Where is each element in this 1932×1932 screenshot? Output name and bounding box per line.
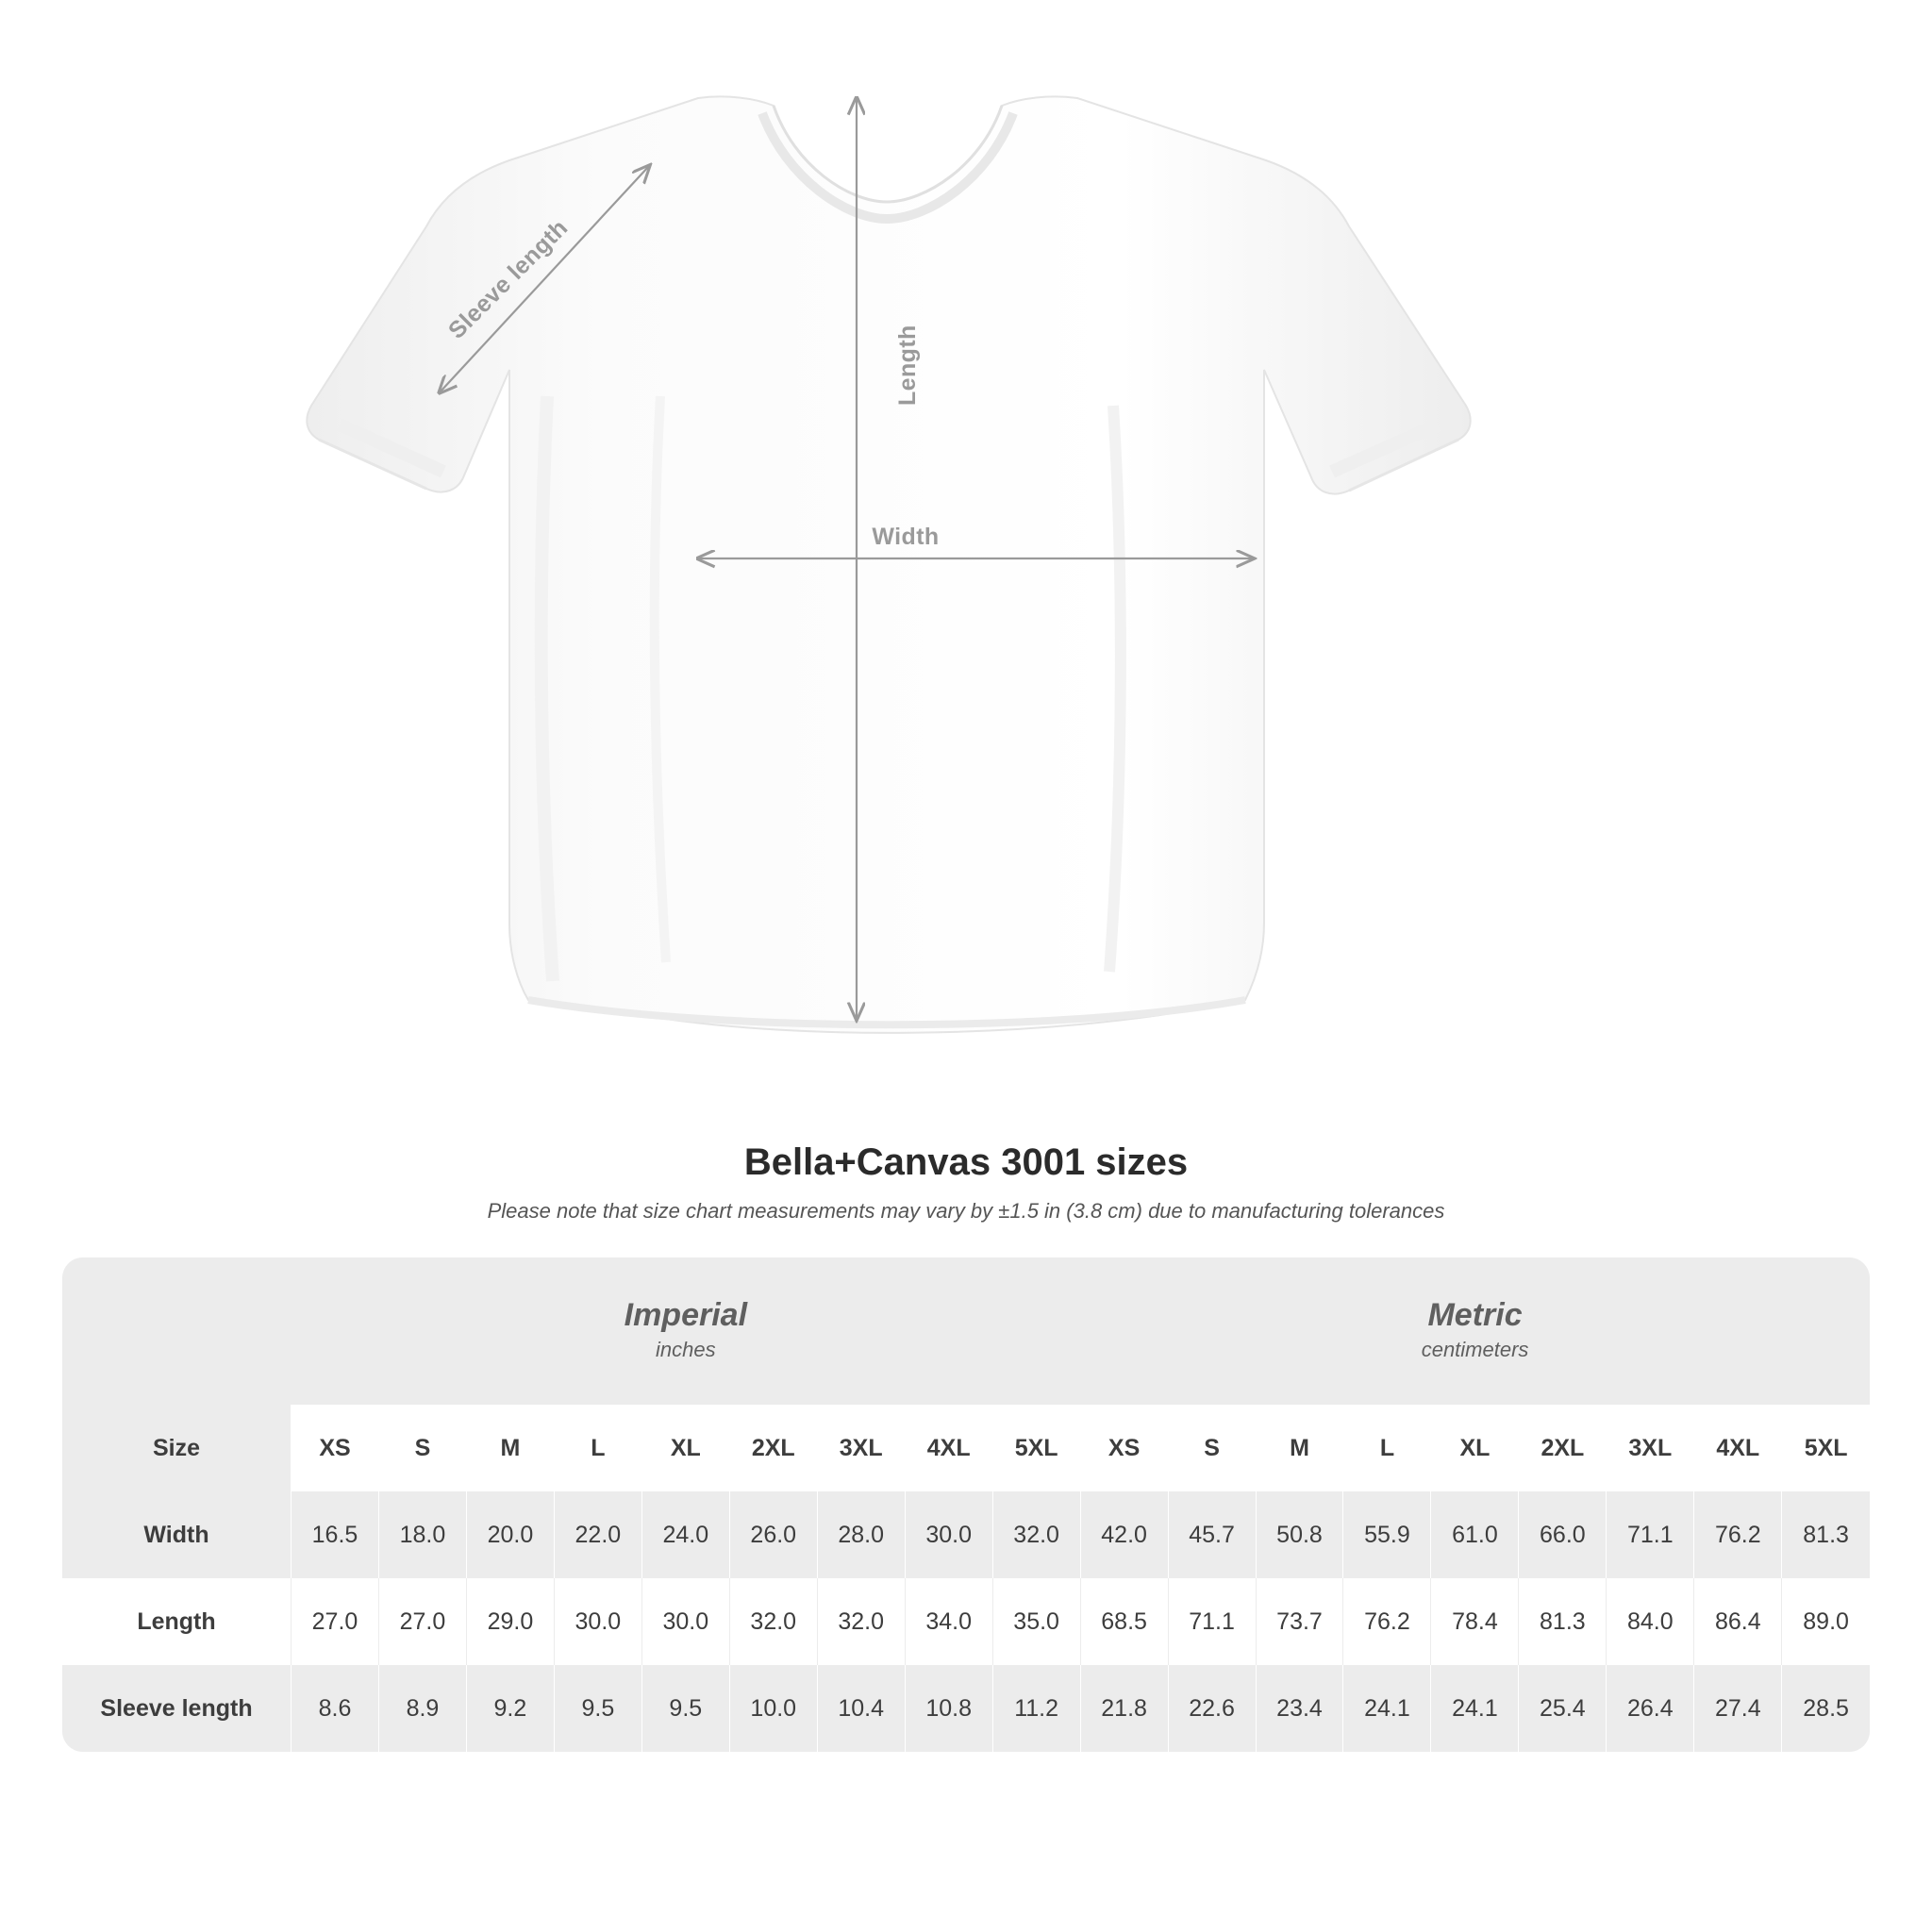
width-m-cm: 50.8 [1256, 1491, 1343, 1578]
row-label-length: Length [62, 1578, 291, 1665]
units-header-row [62, 1257, 1870, 1405]
size-col-0: XS [291, 1405, 379, 1491]
width-2xl-cm: 66.0 [1519, 1491, 1607, 1578]
width-5xl-in: 32.0 [992, 1491, 1080, 1578]
metric-name: Metric [1427, 1296, 1523, 1333]
width-s-cm: 45.7 [1168, 1491, 1256, 1578]
size-table-wrapper [62, 1257, 1870, 1752]
width-xl-in: 24.0 [641, 1491, 729, 1578]
sleeve-5xl-cm: 28.5 [1782, 1665, 1870, 1752]
sleeve-xl-cm: 24.1 [1431, 1665, 1519, 1752]
width-xl-cm: 61.0 [1431, 1491, 1519, 1578]
size-col-15: 3XL [1607, 1405, 1694, 1491]
table-row-length [62, 1578, 1870, 1665]
width-4xl-cm: 76.2 [1694, 1491, 1782, 1578]
sleeve-length-label: Sleeve length [443, 214, 574, 344]
length-m-cm: 73.7 [1256, 1578, 1343, 1665]
size-col-12: L [1343, 1405, 1431, 1491]
length-s-cm: 71.1 [1168, 1578, 1256, 1665]
width-3xl-in: 28.0 [817, 1491, 905, 1578]
size-col-7: 4XL [905, 1405, 992, 1491]
sleeve-s-cm: 22.6 [1168, 1665, 1256, 1752]
width-xs-in: 16.5 [291, 1491, 379, 1578]
size-col-11: M [1256, 1405, 1343, 1491]
sleeve-2xl-cm: 25.4 [1519, 1665, 1607, 1752]
table-row-width [62, 1491, 1870, 1578]
size-col-1: S [378, 1405, 466, 1491]
size-col-13: XL [1431, 1405, 1519, 1491]
length-4xl-cm: 86.4 [1694, 1578, 1782, 1665]
length-xl-in: 30.0 [641, 1578, 729, 1665]
sleeve-xs-in: 8.6 [291, 1665, 379, 1752]
size-col-14: 2XL [1519, 1405, 1607, 1491]
metric-header [1080, 1257, 1870, 1405]
row-label-sleeve-length: Sleeve length [62, 1665, 291, 1752]
sleeve-4xl-in: 10.8 [905, 1665, 992, 1752]
imperial-header [291, 1257, 1081, 1405]
sleeve-4xl-cm: 27.4 [1694, 1665, 1782, 1752]
size-table [62, 1257, 1870, 1752]
length-xs-in: 27.0 [291, 1578, 379, 1665]
sleeve-3xl-in: 10.4 [817, 1665, 905, 1752]
length-3xl-in: 32.0 [817, 1578, 905, 1665]
row-label-width: Width [62, 1491, 291, 1578]
table-row-sleeve-length [62, 1665, 1870, 1752]
title-block [0, 1141, 1932, 1224]
size-col-5: 2XL [729, 1405, 817, 1491]
size-col-6: 3XL [817, 1405, 905, 1491]
length-xs-cm: 68.5 [1080, 1578, 1168, 1665]
length-s-in: 27.0 [378, 1578, 466, 1665]
imperial-name: Imperial [624, 1296, 748, 1333]
sleeve-m-in: 9.2 [466, 1665, 554, 1752]
units-spacer [62, 1257, 291, 1405]
length-m-in: 29.0 [466, 1578, 554, 1665]
width-4xl-in: 30.0 [905, 1491, 992, 1578]
width-m-in: 20.0 [466, 1491, 554, 1578]
length-label: Length [894, 325, 921, 406]
imperial-sub: inches [656, 1338, 716, 1362]
size-col-16: 4XL [1694, 1405, 1782, 1491]
size-col-3: L [554, 1405, 641, 1491]
width-l-cm: 55.9 [1343, 1491, 1431, 1578]
size-header-row [62, 1405, 1870, 1491]
width-s-in: 18.0 [378, 1491, 466, 1578]
length-xl-cm: 78.4 [1431, 1578, 1519, 1665]
length-4xl-in: 34.0 [905, 1578, 992, 1665]
sleeve-3xl-cm: 26.4 [1607, 1665, 1694, 1752]
size-col-17: 5XL [1782, 1405, 1870, 1491]
length-2xl-cm: 81.3 [1519, 1578, 1607, 1665]
length-5xl-cm: 89.0 [1782, 1578, 1870, 1665]
size-row-label: Size [62, 1405, 291, 1491]
width-3xl-cm: 71.1 [1607, 1491, 1694, 1578]
size-col-4: XL [641, 1405, 729, 1491]
size-col-9: XS [1080, 1405, 1168, 1491]
page-title: Bella+Canvas 3001 sizes [743, 1141, 1189, 1183]
size-col-2: M [466, 1405, 554, 1491]
length-3xl-cm: 84.0 [1607, 1578, 1694, 1665]
width-2xl-in: 26.0 [729, 1491, 817, 1578]
metric-sub: centimeters [1421, 1338, 1529, 1362]
width-label: Width [872, 524, 940, 550]
length-5xl-in: 35.0 [992, 1578, 1080, 1665]
width-xs-cm: 42.0 [1080, 1491, 1168, 1578]
width-5xl-cm: 81.3 [1782, 1491, 1870, 1578]
sleeve-s-in: 8.9 [378, 1665, 466, 1752]
length-l-in: 30.0 [554, 1578, 641, 1665]
size-col-8: 5XL [992, 1405, 1080, 1491]
tshirt-shape [307, 96, 1470, 1032]
length-l-cm: 76.2 [1343, 1578, 1431, 1665]
sleeve-2xl-in: 10.0 [729, 1665, 817, 1752]
length-2xl-in: 32.0 [729, 1578, 817, 1665]
size-col-10: S [1168, 1405, 1256, 1491]
sleeve-xl-in: 9.5 [641, 1665, 729, 1752]
sleeve-5xl-in: 11.2 [992, 1665, 1080, 1752]
width-l-in: 22.0 [554, 1491, 641, 1578]
sleeve-l-cm: 24.1 [1343, 1665, 1431, 1752]
sleeve-m-cm: 23.4 [1256, 1665, 1343, 1752]
sleeve-l-in: 9.5 [554, 1665, 641, 1752]
sleeve-xs-cm: 21.8 [1080, 1665, 1168, 1752]
tolerance-note: Please note that size chart measurements may vary by ±1.5 in (3.8 cm) due to manufacturing tolerances [487, 1199, 1445, 1223]
